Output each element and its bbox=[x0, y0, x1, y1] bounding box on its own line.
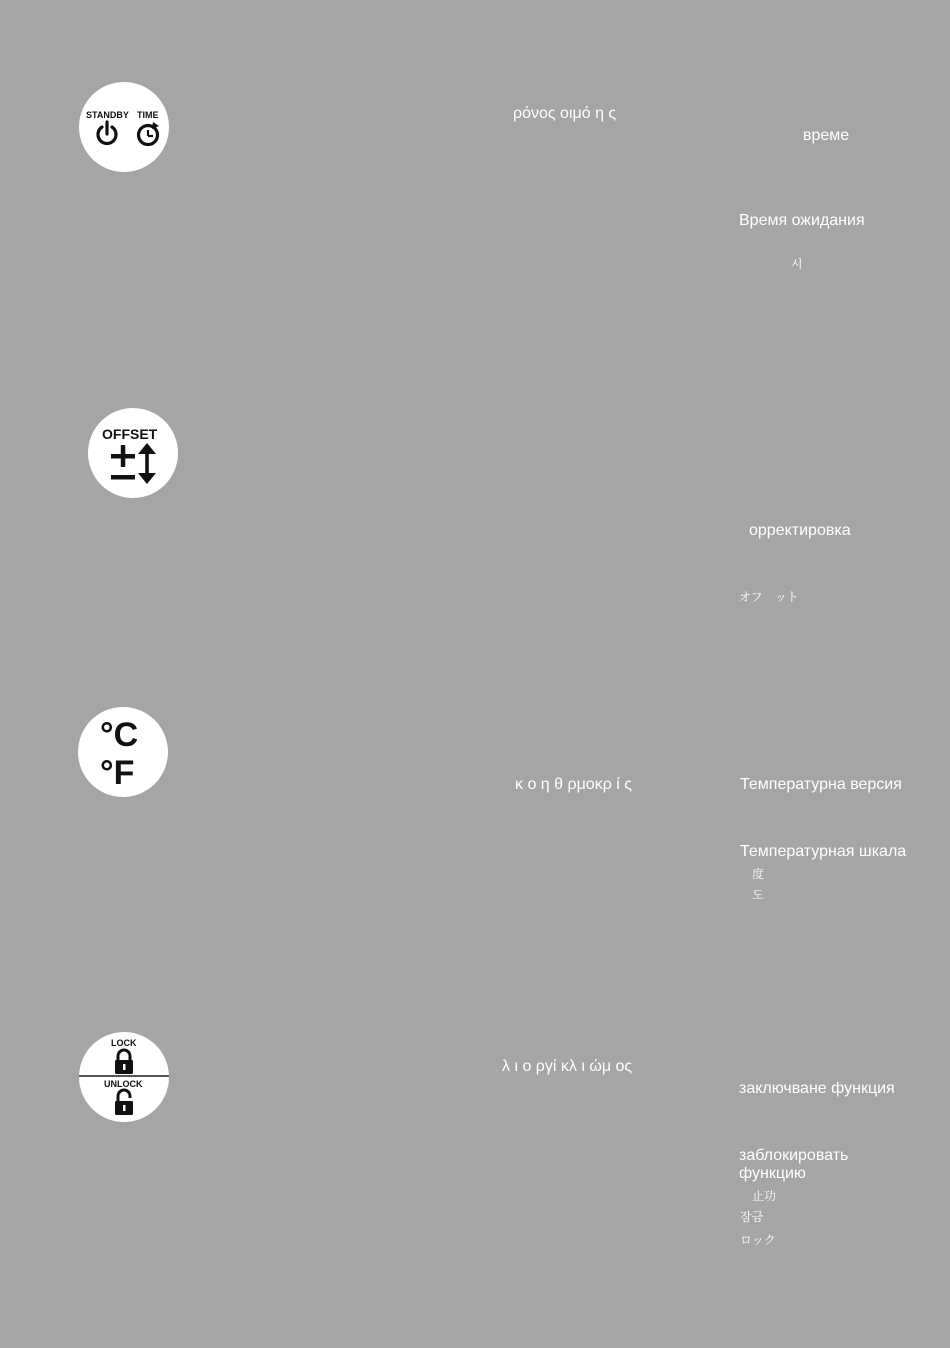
temperature-unit-badge bbox=[78, 707, 168, 797]
unlock-label: UNLOCK bbox=[104, 1079, 143, 1089]
time-label: TIME bbox=[137, 110, 159, 120]
korean-temperature-text: 도 bbox=[752, 888, 764, 902]
korean-standby-text: 시 bbox=[791, 257, 803, 271]
bulgarian-standby-text: време bbox=[803, 127, 850, 144]
offset-label: OFFSET bbox=[102, 426, 158, 442]
offset-badge bbox=[88, 408, 178, 498]
celsius-label: °C bbox=[100, 716, 139, 754]
lock-unlock-badge bbox=[79, 1032, 169, 1122]
bulgarian-temperature-text: Температурна версия bbox=[740, 776, 902, 793]
offset-icon bbox=[88, 408, 178, 498]
greek-lock-text: λ ι ο ργί κλ ι ώμ ος bbox=[502, 1058, 633, 1075]
russian-offset-text: орректировка bbox=[749, 522, 851, 539]
russian-lock-text-line2: функцию bbox=[739, 1165, 806, 1182]
standby-time-icon bbox=[79, 82, 169, 172]
lock-label: LOCK bbox=[111, 1038, 137, 1048]
russian-temperature-text: Температурная шкала bbox=[740, 843, 907, 860]
standby-label: STANDBY bbox=[86, 110, 129, 120]
japanese-lock-text: ロック bbox=[740, 1233, 776, 1247]
korean-lock-text: 잠금 bbox=[740, 1210, 764, 1224]
russian-lock-text-line1: заблокировать bbox=[739, 1147, 849, 1164]
bulgarian-lock-text: заключване функция bbox=[739, 1080, 895, 1097]
chinese-lock-text: 止功 bbox=[752, 1189, 777, 1203]
japanese-offset-text: オフ ット bbox=[739, 590, 799, 604]
greek-standby-text: ρόνος οιμό η ς bbox=[513, 105, 617, 122]
fahrenheit-label: °F bbox=[100, 754, 135, 792]
greek-temperature-text: κ ο η θ ρμοκρ ί ς bbox=[515, 776, 632, 793]
chinese-temperature-text: 度 bbox=[752, 867, 765, 881]
russian-standby-text: Время ожидания bbox=[739, 212, 865, 229]
standby-time-badge bbox=[79, 82, 169, 172]
